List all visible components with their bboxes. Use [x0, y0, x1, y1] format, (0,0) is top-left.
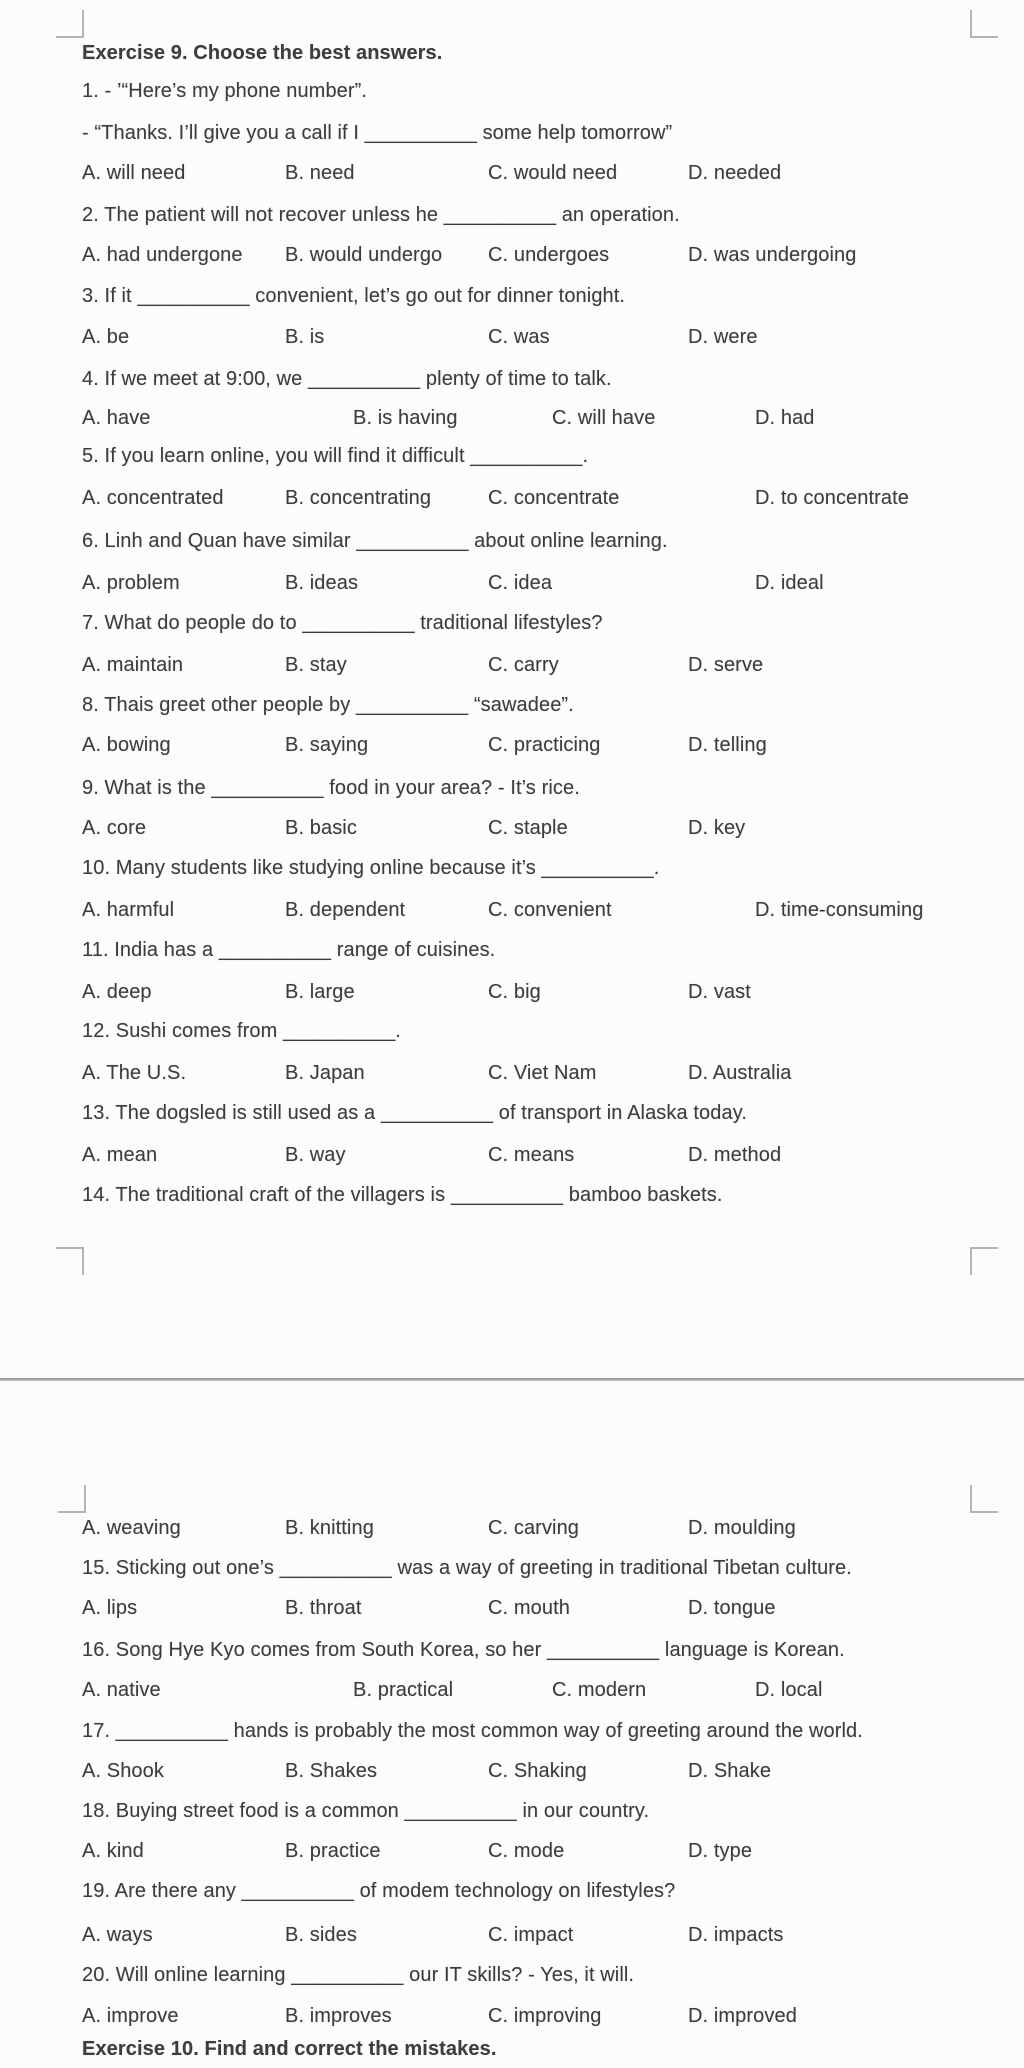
option-item: B. saying [285, 734, 369, 756]
option-item: B. large [285, 981, 355, 1003]
options-row [0, 1840, 1024, 1870]
option-item: A. be [82, 326, 130, 348]
text-run: 18. Buying street food is a common __________ in our country. [82, 1800, 650, 1822]
question-stem [0, 1020, 1024, 1050]
option-item: D. tongue [688, 1597, 776, 1619]
option-item: B. dependent [285, 899, 406, 921]
option-item: A. ways [82, 1924, 153, 1946]
option-item: D. moulding [688, 1517, 796, 1539]
options-row [0, 162, 1024, 192]
text-run: 7. What do people do to __________ traditional lifestyles? [82, 612, 603, 634]
option-item: A. improve [82, 2005, 179, 2027]
option-item: C. carry [488, 654, 559, 676]
text-run: Exercise 9. Choose the best answers. [82, 42, 443, 64]
option-item: C. mouth [488, 1597, 570, 1619]
question-stem [0, 612, 1024, 642]
option-item: D. time-consuming [755, 899, 924, 921]
option-item: D. type [688, 1840, 753, 1862]
option-item: C. undergoes [488, 244, 610, 266]
option-item: D. were [688, 326, 758, 348]
question-stem [0, 368, 1024, 398]
options-row [0, 1062, 1024, 1092]
text-run: 10. Many students like studying online because it’s __________. [82, 857, 660, 879]
option-item: D. ideal [755, 572, 824, 594]
option-item: D. telling [688, 734, 767, 756]
option-item: C. will have [552, 407, 656, 429]
text-run: 13. The dogsled is still used as a __________ of transport in Alaska today. [82, 1102, 747, 1124]
option-item: B. knitting [285, 1517, 374, 1539]
options-row [0, 1924, 1024, 1954]
option-item: D. vast [688, 981, 751, 1003]
option-item: D. Australia [688, 1062, 792, 1084]
question-stem [0, 694, 1024, 724]
question-stem [0, 1800, 1024, 1830]
option-item: A. deep [82, 981, 152, 1003]
option-item: C. mode [488, 1840, 565, 1862]
option-item: A. problem [82, 572, 180, 594]
option-item: D. was undergoing [688, 244, 857, 266]
option-item: C. would need [488, 162, 618, 184]
option-item: B. Japan [285, 1062, 365, 1084]
option-item: B. practice [285, 1840, 381, 1862]
option-item: D. to concentrate [755, 487, 910, 509]
option-item: D. serve [688, 654, 764, 676]
text-run: 9. What is the __________ food in your area? - It’s rice. [82, 777, 580, 799]
question-stem [0, 857, 1024, 887]
options-row [0, 1144, 1024, 1174]
question-stem [0, 80, 1024, 110]
option-item: B. practical [353, 1679, 454, 1701]
option-item: C. means [488, 1144, 575, 1166]
option-item: C. idea [488, 572, 553, 594]
option-item: B. concentrating [285, 487, 432, 509]
option-item: B. need [285, 162, 355, 184]
question-stem [0, 445, 1024, 475]
text-run: 2. The patient will not recover unless he __________ an operation. [82, 204, 680, 226]
option-item: C. improving [488, 2005, 602, 2027]
options-row [0, 487, 1024, 517]
options-row [0, 654, 1024, 684]
question-stem [0, 122, 1024, 152]
option-item: D. local [755, 1679, 823, 1701]
option-item: C. staple [488, 817, 568, 839]
option-item: A. weaving [82, 1517, 181, 1539]
text-run: 6. Linh and Quan have similar __________ about online learning. [82, 530, 668, 552]
option-item: C. concentrate [488, 487, 620, 509]
option-item: A. mean [82, 1144, 158, 1166]
options-row [0, 1597, 1024, 1627]
option-item: B. Shakes [285, 1760, 378, 1782]
question-stem [0, 1184, 1024, 1214]
option-item: D. method [688, 1144, 782, 1166]
options-row [0, 407, 1024, 437]
option-item: B. is having [353, 407, 458, 429]
question-stem [0, 777, 1024, 807]
text-run: - “Thanks. I’ll give you a call if I __________ some help tomorrow” [82, 122, 673, 144]
option-item: B. sides [285, 1924, 357, 1946]
option-item: B. throat [285, 1597, 362, 1619]
option-item: B. way [285, 1144, 346, 1166]
option-item: C. was [488, 326, 550, 348]
option-item: A. kind [82, 1840, 144, 1862]
text-run: 8. Thais greet other people by __________ “sawadee”. [82, 694, 574, 716]
option-item: B. basic [285, 817, 357, 839]
question-stem [0, 1639, 1024, 1669]
options-row [0, 572, 1024, 602]
options-row [0, 734, 1024, 764]
text-run: 4. If we meet at 9:00, we __________ plenty of time to talk. [82, 368, 612, 390]
text-run: 16. Song Hye Kyo comes from South Korea, so her __________ language is Korean. [82, 1639, 845, 1661]
option-item: D. key [688, 817, 746, 839]
options-row [0, 326, 1024, 356]
question-stem [0, 1964, 1024, 1994]
options-row [0, 1760, 1024, 1790]
option-item: C. modern [552, 1679, 647, 1701]
option-item: D. improved [688, 2005, 797, 2027]
text-run: 5. If you learn online, you will find it difficult __________. [82, 445, 589, 467]
option-item: A. core [82, 817, 147, 839]
question-stem [0, 285, 1024, 315]
question-stem [0, 1720, 1024, 1750]
question-stem [0, 204, 1024, 234]
option-item: A. will need [82, 162, 186, 184]
text-run: 17. __________ hands is probably the most common way of greeting around the world. [82, 1720, 863, 1742]
options-row [0, 981, 1024, 1011]
option-item: C. Viet Nam [488, 1062, 597, 1084]
text-run: 12. Sushi comes from __________. [82, 1020, 401, 1042]
option-item: A. harmful [82, 899, 175, 921]
options-row [0, 817, 1024, 847]
option-item: D. had [755, 407, 815, 429]
option-item: D. needed [688, 162, 782, 184]
option-item: A. The U.S. [82, 1062, 187, 1084]
option-item: A. lips [82, 1597, 138, 1619]
option-item: C. practicing [488, 734, 601, 756]
text-run: 19. Are there any __________ of modem technology on lifestyles? [82, 1880, 676, 1902]
option-item: B. is [285, 326, 325, 348]
option-item: B. ideas [285, 572, 359, 594]
next-exercise-heading [0, 2038, 1024, 2068]
option-item: C. Shaking [488, 1760, 587, 1782]
option-item: A. maintain [82, 654, 184, 676]
exercise-title [0, 42, 1024, 72]
question-stem [0, 939, 1024, 969]
option-item: A. bowing [82, 734, 171, 756]
option-item: A. native [82, 1679, 161, 1701]
question-stem [0, 1557, 1024, 1587]
options-row [0, 2005, 1024, 2035]
question-stem [0, 1880, 1024, 1910]
option-item: A. had undergone [82, 244, 243, 266]
option-item: C. impact [488, 1924, 574, 1946]
option-item: B. would undergo [285, 244, 443, 266]
option-item: C. convenient [488, 899, 612, 921]
text-run: 15. Sticking out one’s __________ was a way of greeting in traditional Tibetan culture. [82, 1557, 852, 1579]
option-item: D. impacts [688, 1924, 784, 1946]
text-run: 20. Will online learning __________ our IT skills? - Yes, it will. [82, 1964, 635, 1986]
option-item: A. Shook [82, 1760, 164, 1782]
option-item: C. big [488, 981, 541, 1003]
text-run: Exercise 10. Find and correct the mistakes. [82, 2038, 497, 2060]
option-item: C. carving [488, 1517, 580, 1539]
question-stem [0, 530, 1024, 560]
options-row [0, 1679, 1024, 1709]
option-item: A. concentrated [82, 487, 224, 509]
question-stem [0, 1102, 1024, 1132]
option-item: D. Shake [688, 1760, 772, 1782]
text-run: 1. - ’“Here’s my phone number”. [82, 80, 368, 102]
option-item: A. have [82, 407, 151, 429]
text-run: 14. The traditional craft of the villagers is __________ bamboo baskets. [82, 1184, 723, 1206]
options-row [0, 1517, 1024, 1547]
text-run: 11. India has a __________ range of cuisines. [82, 939, 496, 961]
option-item: B. stay [285, 654, 347, 676]
options-row [0, 899, 1024, 929]
text-run: 3. If it __________ convenient, let’s go out for dinner tonight. [82, 285, 626, 307]
option-item: B. improves [285, 2005, 392, 2027]
options-row [0, 244, 1024, 274]
